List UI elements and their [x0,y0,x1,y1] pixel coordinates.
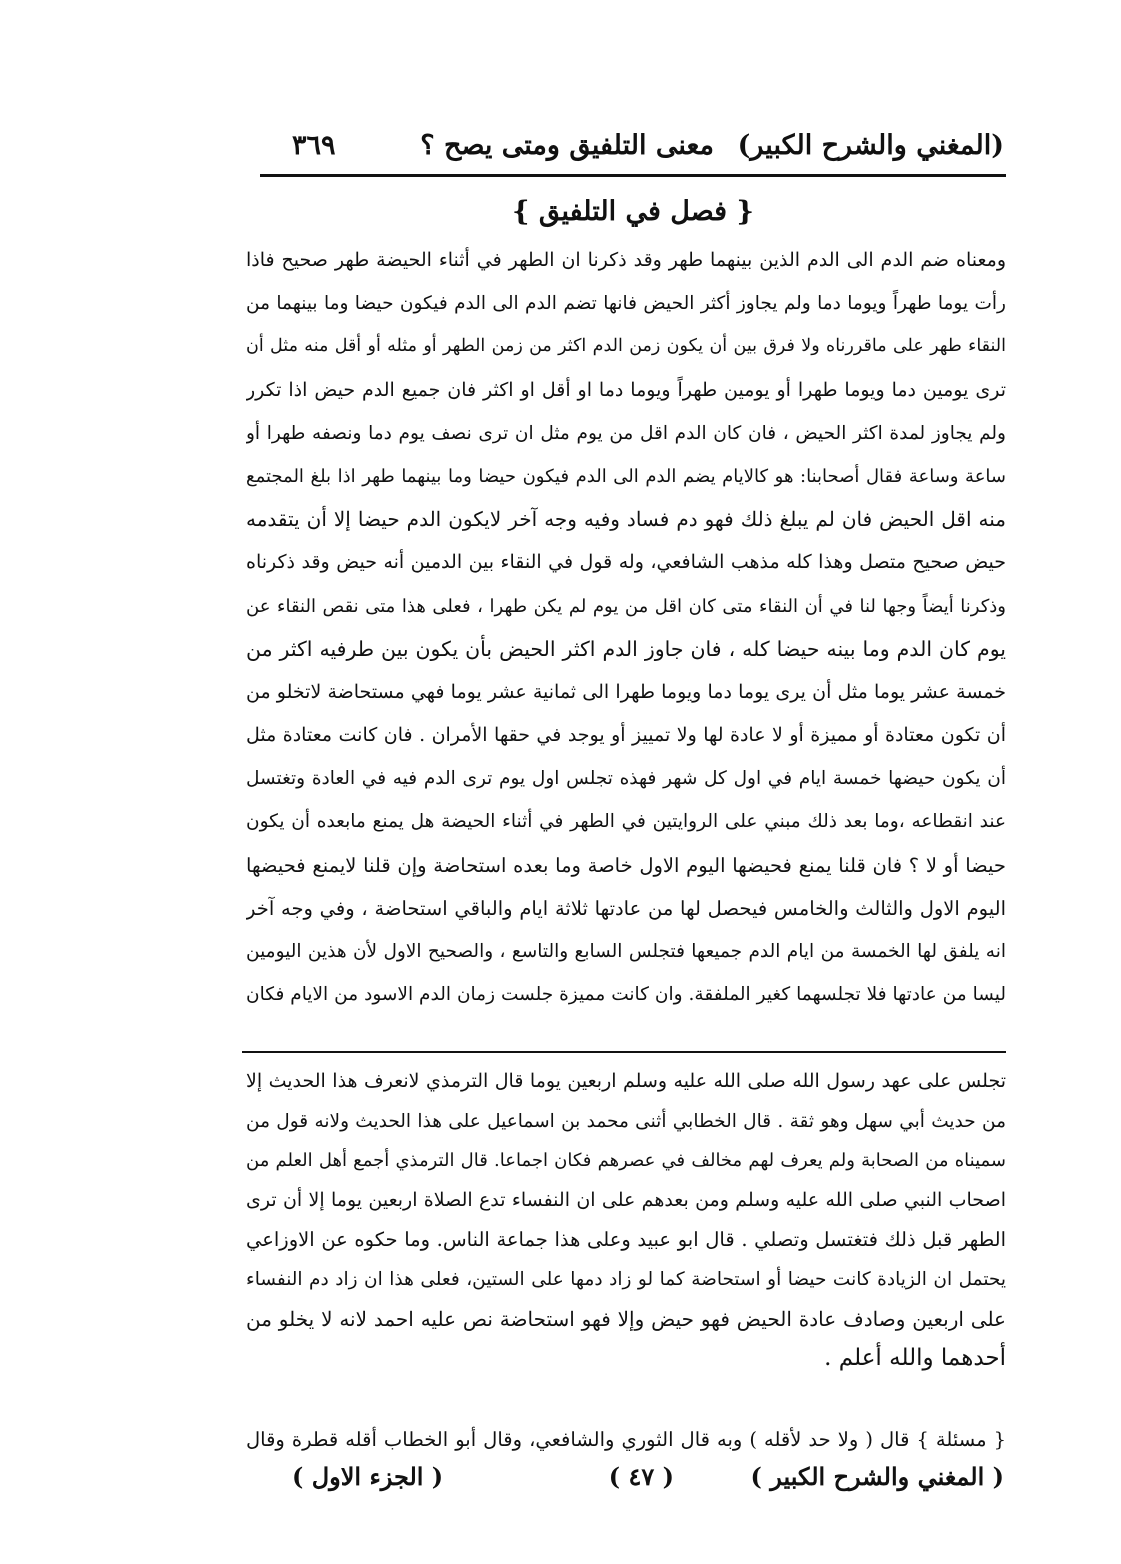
text-line: اليوم الاول والثالث والخامس فيحصل لها من عادتها ثلاثة ايام والباقي استحاضة ، وفي وجه آخر [246,896,1006,920]
header-running-title: معنى التلفيق ومتى يصح ؟ [420,130,714,161]
text-line: ترى يومين دما ويوما طهرا أو يومين طهراً ويوما دما او أقل او اكثر فان جميع الدم حيض اذا تكرر [246,378,1006,401]
text-line: الطهر قبل ذلك فتغتسل وتصلي . قال ابو عبيد وعلى هذا جماعة الناس. وما حكوه عن الاوزاعي [246,1228,1006,1252]
footer-book-title: ( المغني والشرح الكبير ) [750,1462,1004,1491]
commentary-text [246,1062,1006,1379]
text-line: ولم يجاوز لمدة اكثر الحيض ، فان كان الدم اقل من يوم مثل ان ترى نصف يوم دما ونصفه طهرا أو [246,422,1006,444]
footer-volume: ( الجزء الاول ) [292,1462,444,1491]
text-line: يحتمل ان الزيادة كانت حيضا أو استحاضة كما لو زاد دمها على الستين، فعلى هذا ان زاد دم النفساء [246,1268,1006,1290]
text-line: ساعة وساعة فقال أصحابنا: هو كالايام يضم الدم الى الدم فيكون حيضا وما بينهما طهر اذا بلغ المجتمع [246,465,1006,487]
header-rule [260,174,1006,177]
text-line: النقاء طهر على ماقررناه ولا فرق بين أن يكون زمن الدم اكثر من زمن الطهر أو مثله أو أقل منه مثل أن [246,336,1006,357]
footnote-separator [242,1051,1006,1053]
text-line: وذكرنا أيضاً وجها لنا في أن النقاء متى كان اقل من يوم لم يكن طهرا ، فعلى هذا متى نقص النقاء عن [246,595,1006,617]
page-footer [262,1462,1004,1498]
text-line: تجلس على عهد رسول الله صلى الله عليه وسلم اربعين يوما قال الترمذي لانعرف هذا الحديث إلا [246,1070,1006,1092]
text-line: انه يلفق لها الخمسة من ايام الدم جميعها فتجلس السابع والتاسع ، والصحيح الاول لأن هذين اليومين [246,941,1006,962]
text-line: عند انقطاعه ،وما بعد ذلك مبني على الروايتين في الطهر في أثناء الحيضة هل يمنع مابعده أن يكون [246,811,1006,833]
section-title: { فصل في التلفيق } [512,196,754,227]
text-line: خمسة عشر يوما مثل أن يرى يوما دما ويوما طهرا الى ثمانية عشر يوما فهي مستحاضة لاتخلو من [246,680,1006,703]
header-page-number: ٣٦٩ [292,130,336,161]
text-line: حيض صحيح متصل وهذا كله مذهب الشافعي، وله قول في النقاء بين الدمين أنه حيض وقد ذكرناه [246,551,1006,574]
main-text [246,239,1006,1016]
text-line: من حديث أبي سهل وهو ثقة . قال الخطابي أثنى محمد بن اسماعيل على هذا الحديث ولانه قول من [246,1110,1006,1132]
text-line: حيضا أو لا ؟ فان قلنا يمنع فحيضها اليوم الاول خاصة وما بعده استحاضة وإن قلنا لايمنع فحيضها [246,853,1006,877]
text-line: ومعناه ضم الدم الى الدم الذين بينهما طهر وقد ذكرنا ان الطهر في أثناء الحيضة طهر صحيح فاذا [246,249,1006,271]
text-line: منه اقل الحيض فان لم يبلغ ذلك فهو دم فساد وفيه وجه آخر لايكون الدم حيضا إلا أن يتقدمه [246,507,1006,532]
masala-text [246,1420,1006,1460]
page-header [262,130,1004,170]
text-line: اصحاب النبي صلى الله عليه وسلم ومن بعدهم على ان النفساء تدع الصلاة اربعين يوما إلا أن ترى [246,1188,1006,1211]
masala-line: { مسئلة } قال ( ولا حد لأقله ) وبه قال الثوري والشافعي، وقال أبو الخطاب أقله قطرة وقال [246,1428,1006,1451]
text-line: يوم كان الدم وما بينه حيضا كله ، فان جاوز الدم اكثر الحيض بأن يكون بين طرفيه اكثر من [246,636,1006,661]
text-line: رأت يوما طهراً ويوما دما ولم يجاوز أكثر الحيض فانها تضم الدم الى الدم فيكون حيضا وما بينهما من [246,293,1006,315]
header-book-title: (المغني والشرح الكبير) [737,130,1004,161]
text-line: على اربعين وصادف عادة الحيض فهو حيض وإلا فهو استحاضة نص عليه احمد لانه لا يخلو من [246,1306,1006,1331]
text-line: أحدهما والله أعلم . [824,1345,1006,1372]
text-line: أن تكون معتادة أو مميزة أو لا عادة لها ولا تمييز أو يوجد في حقها الأمران . فان كانت معتادة مثل [246,724,1006,747]
text-line: سميناه من الصحابة ولم يعرف لهم مخالف في عصرهم فكان اجماعا. قال الترمذي أجمع أهل العلم من [246,1150,1006,1172]
text-line: ليسا من عادتها فلا تجلسهما كغير الملفقة. وان كانت مميزة جلست زمان الدم الاسود من الايام فكان [246,984,1006,1006]
footer-signature-number: ( ٤٧ ) [608,1462,674,1491]
text-line: أن يكون حيضها خمسة ايام في اول كل شهر فهذه تجلس اول يوم ترى الدم فيه في العادة وتغتسل [246,768,1006,790]
